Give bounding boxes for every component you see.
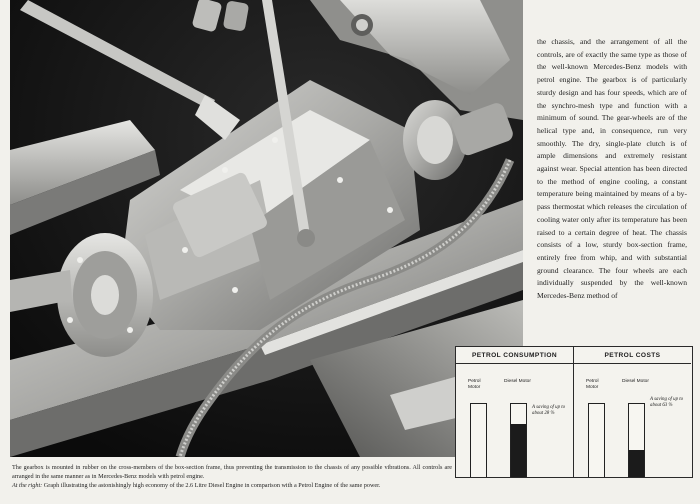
costs-panel [574,347,691,477]
consumption-petrol-bar [470,403,487,477]
consumption-title: PETROL CONSUMPTION [456,347,573,364]
costs-petrol-label: Petrol Motor [586,379,599,390]
caption-graph-note [12,481,452,490]
body-text-column: the chassis, and the arrangement of all the controls, are of exactly the same type as those of the well-known Mercedes-Benz models with petrol engine. The gearbox is of particularly sturdy design and has four speeds, which are of the synchro-mesh type and function with a minimum of sound. The gear-wheels are of the helical type and, in consequence, run very smoothly. The dry, single-plate clutch is of ample dimensions and extremely resistant against wear. Special attention has been directed to the method of engine cooling, a constant temperature being maintained by means of a by-pass thermostat which releases the circulation of cooling water only after its temperature has been raised to a certain degree of heat. The chassis consists of a low, sturdy box-section frame, entirely free from whip, and with substantial ground clearance. The four wheels are each individually suspended by the well-known Mercedes-Benz method of [537,37,687,301]
gearbox-photo-illustration [10,0,523,457]
caption-graph-lead: At the right: [12,482,43,490]
caption-main: The gearbox is mounted in rubber on the cross-members of the box-section frame, thus preventing the transmission to the chassis of any possible vibrations. All controls are arranged in the same manner as in Mercedes-Benz models with petrol engine. [12,464,452,481]
costs-diesel-bar [628,403,645,477]
caption-graph-text: Graph illustrating the astonishingly high economy of the 2.6 Litre Diesel Engine in comparison with a Petrol Engine of the same power. [43,482,381,490]
costs-title: PETROL COSTS [574,347,691,364]
consumption-diesel-bar [510,403,527,477]
economy-graphic [455,346,693,478]
consumption-diesel-fill [511,424,526,477]
costs-saving-note: A saving of up to about 63 % [650,397,684,409]
costs-diesel-fill [629,450,644,477]
consumption-diesel-label: Diesel Motor [504,379,531,384]
costs-petrol-bar [588,403,605,477]
consumption-saving-note: A saving of up to about 28 % [532,405,566,417]
gearbox-photograph [10,0,523,457]
photo-caption [12,463,452,491]
consumption-panel [456,347,574,477]
costs-diesel-label: Diesel Motor [622,379,649,384]
consumption-petrol-label: Petrol Motor [468,379,481,390]
